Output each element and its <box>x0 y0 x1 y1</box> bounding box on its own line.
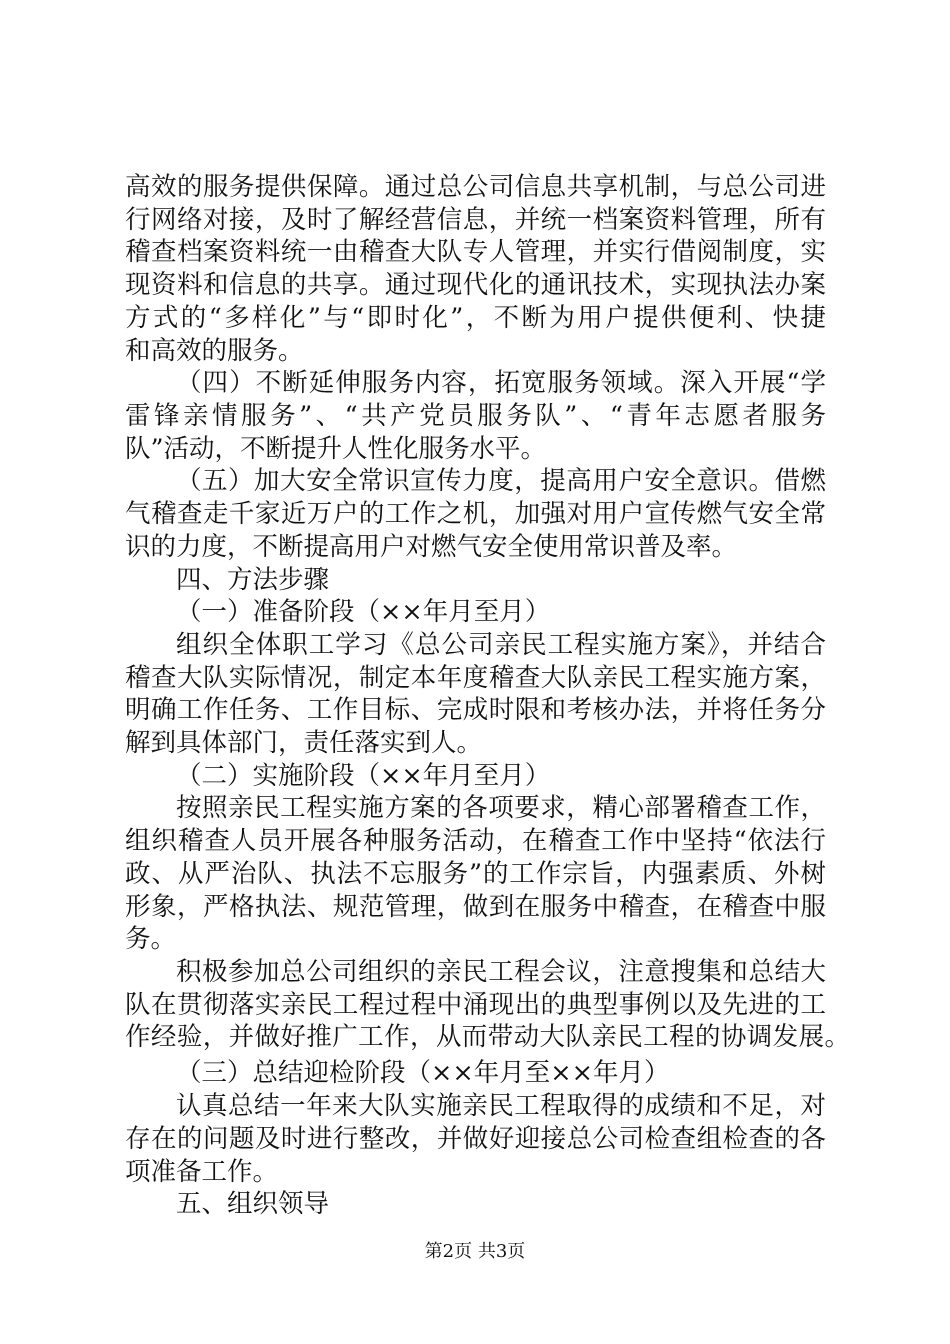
body-text-line: 形象，严格执法、规范管理，做到在服务中稽查，在稽查中服 <box>125 892 826 922</box>
section-heading: 四、方法步骤 <box>176 565 330 595</box>
body-text-line: 组织稽查人员开展各种服务活动，在稽查工作中坚持“依法行 <box>125 826 826 856</box>
section-heading: 五、组织领导 <box>176 1189 330 1219</box>
body-text-line: 稽查大队实际情况，制定本年度稽查大队亲民工程实施方案， <box>125 663 826 693</box>
body-text-line: 明确工作任务、工作目标、完成时限和考核办法，并将任务分 <box>125 695 826 725</box>
body-text-line: 按照亲民工程实施方案的各项要求，精心部署稽查工作， <box>176 793 826 823</box>
body-text-line: 方式的“多样化”与“即时化”，不断为用户提供便利、快捷 <box>125 303 826 333</box>
subsection-heading: （三）总结迎检阶段（××年月至××年月） <box>176 1058 670 1088</box>
body-text-line: 现资料和信息的共享。通过现代化的通讯技术，实现执法办案 <box>125 270 826 300</box>
subsection-heading: （一）准备阶段（××年月至月） <box>176 597 551 627</box>
body-text-line: （四）不断延伸服务内容，拓宽服务领域。深入开展“学 <box>176 368 826 398</box>
body-text-line: 雷锋亲情服务”、“共产党员服务队”、“青年志愿者服务 <box>125 401 826 431</box>
subsection-heading: （二）实施阶段（××年月至月） <box>176 761 551 791</box>
body-text-line: 和高效的服务。 <box>125 336 304 366</box>
body-text-line: （五）加大安全常识宣传力度，提高用户安全意识。借燃 <box>176 466 826 496</box>
body-text-line: 队在贯彻落实亲民工程过程中涌现出的典型事例以及先进的工 <box>125 990 826 1020</box>
body-text-line: 存在的问题及时进行整改，并做好迎接总公司检查组检查的各 <box>125 1124 826 1154</box>
body-text-line: 气稽查走千家近万户的工作之机，加强对用户宣传燃气安全常 <box>125 499 826 529</box>
body-text-line: 队”活动，不断提升人性化服务水平。 <box>125 434 547 464</box>
body-text-line: 项准备工作。 <box>125 1157 279 1187</box>
body-text-line: 稽查档案资料统一由稽查大队专人管理，并实行借阅制度，实 <box>125 237 826 267</box>
body-text-line: 务。 <box>125 924 177 954</box>
body-text-line: 作经验，并做好推广工作，从而带动大队亲民工程的协调发展。 <box>125 1022 850 1052</box>
body-text-line: 积极参加总公司组织的亲民工程会议，注意搜集和总结大 <box>176 957 826 987</box>
body-text-line: 高效的服务提供保障。通过总公司信息共享机制，与总公司进 <box>125 172 826 202</box>
body-text-line: 认真总结一年来大队实施亲民工程取得的成绩和不足，对 <box>176 1091 826 1121</box>
page-footer: 第2页 共3页 <box>424 1241 526 1262</box>
body-text-line: 识的力度，不断提高用户对燃气安全使用常识普及率。 <box>125 532 738 562</box>
body-text-line: 组织全体职工学习《总公司亲民工程实施方案》，并结合 <box>176 630 826 660</box>
body-text-line: 行网络对接，及时了解经营信息，并统一档案资料管理，所有 <box>125 205 826 235</box>
body-text-line: 解到具体部门，责任落实到人。 <box>125 728 483 758</box>
body-text-line: 政、从严治队、执法不忘服务”的工作宗旨，内强素质、外树 <box>125 859 826 889</box>
